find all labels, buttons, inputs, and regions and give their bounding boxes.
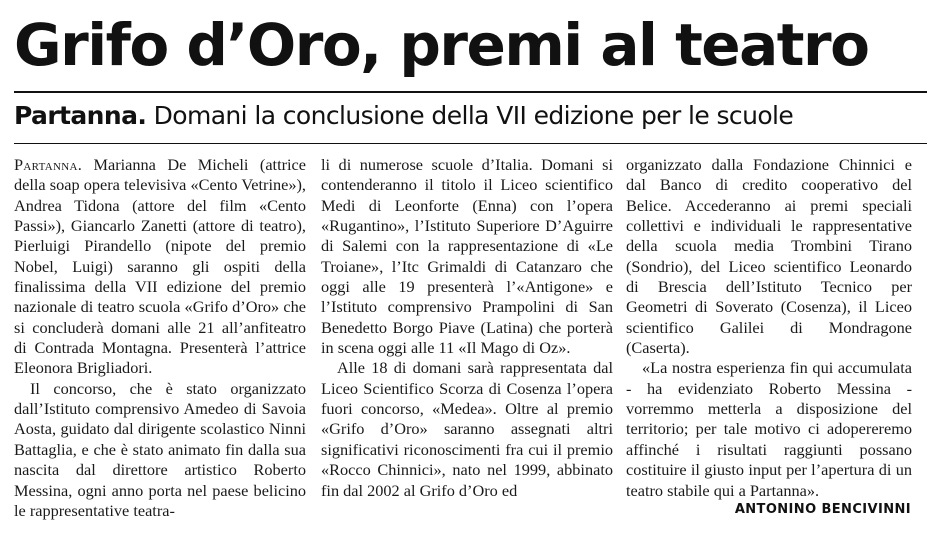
headline-rule — [14, 91, 927, 93]
paragraph-text: Marianna De Micheli (attrice della soap opera televisiva «Cento Vetrine»), Andrea Tidona (attore del film «Cento Passi»), Giancarlo Zanetti (attore di teatro), Pierluigi Pirandello (nipote del premio Nobel, Luigi) saranno gli ospiti della finalissima della VII edizione del premio nazionale di teatro scuola «Grifo d’Oro» che si concluderà domani alle 21 all’anfiteatro di Contrada Montagna. Presenterà l’attrice Eleonora Brigliadori. — [14, 155, 307, 378]
paragraph: «La nostra esperienza fin qui accumulata - ha evidenziato Roberto Messina - vorremmo metterla a disposizione del territorio; per tale motivo ci adopereremo affinché i risultati raggiunti possano costituire il giusto input per l’apertura di un teatro stabile qui a Partanna». — [626, 358, 912, 500]
article-column-2 — [321, 155, 613, 501]
headline: Grifo d’Oro, premi al teatro — [14, 11, 869, 79]
article-column-1 — [14, 155, 306, 521]
subheadline-rule — [14, 143, 927, 144]
byline: ANTONINO BENCIVINNI — [734, 502, 911, 517]
subheadline-kicker: Partanna. — [14, 101, 147, 130]
paragraph — [14, 155, 306, 379]
dateline: Partanna. — [14, 155, 83, 174]
subheadline — [14, 96, 927, 136]
paragraph: organizzato dalla Fondazione Chinnici e dal Banco di credito cooperativo del Belice. Accederanno ai premi speciali collettivi e individuali le rappresentative della scuola media Trombini Tirano (Sondrio), del Liceo scientifico Leonardo di Brescia dell’Istituto Tecnico per Geometri di Soverato (Cosenza), il Liceo scientifico Galilei di Mondragone (Caserta). — [626, 155, 912, 358]
paragraph: Il concorso, che è stato organizzato dall’Istituto comprensivo Amedeo di Savoia Aosta, guidato dal dirigente scolastico Ninni Battaglia, e che è stato animato fin dalla sua nascita dal direttore artistico Roberto Messina, ogni anno porta nel paese belicino le rappresentative teatra- — [14, 378, 306, 520]
paragraph: li di numerose scuole d’Italia. Domani si contenderanno il titolo il Liceo scientifico Medi di Leonforte (Enna) con l’opera «Rugantino», l’Istituto Superiore D’Aguirre di Salemi con la rappresentazione di «Le Troiane», l’Itc Grimaldi di Catanzaro che oggi alle 19 presenterà l’«Antigone» e l’Istituto comprensivo Prampolini di San Benedetto Borgo Piave (Latina) che porterà in scena oggi alle 11 «Il Mago di Oz». — [321, 155, 613, 358]
article-column-3 — [626, 155, 912, 501]
paragraph: Alle 18 di domani sarà rappresentata dal Liceo Scientifico Scorza di Cosenza l’opera fuori concorso, «Medea». Oltre al premio «Grifo d’Oro» saranno assegnati altri significativi riconoscimenti fra cui il premio «Rocco Chinnici», nato nel 1999, abbinato fin dal 2002 al Grifo d’Oro ed — [321, 358, 613, 500]
subheadline-text: Domani la conclusione della VII edizione per le scuole — [153, 101, 794, 130]
